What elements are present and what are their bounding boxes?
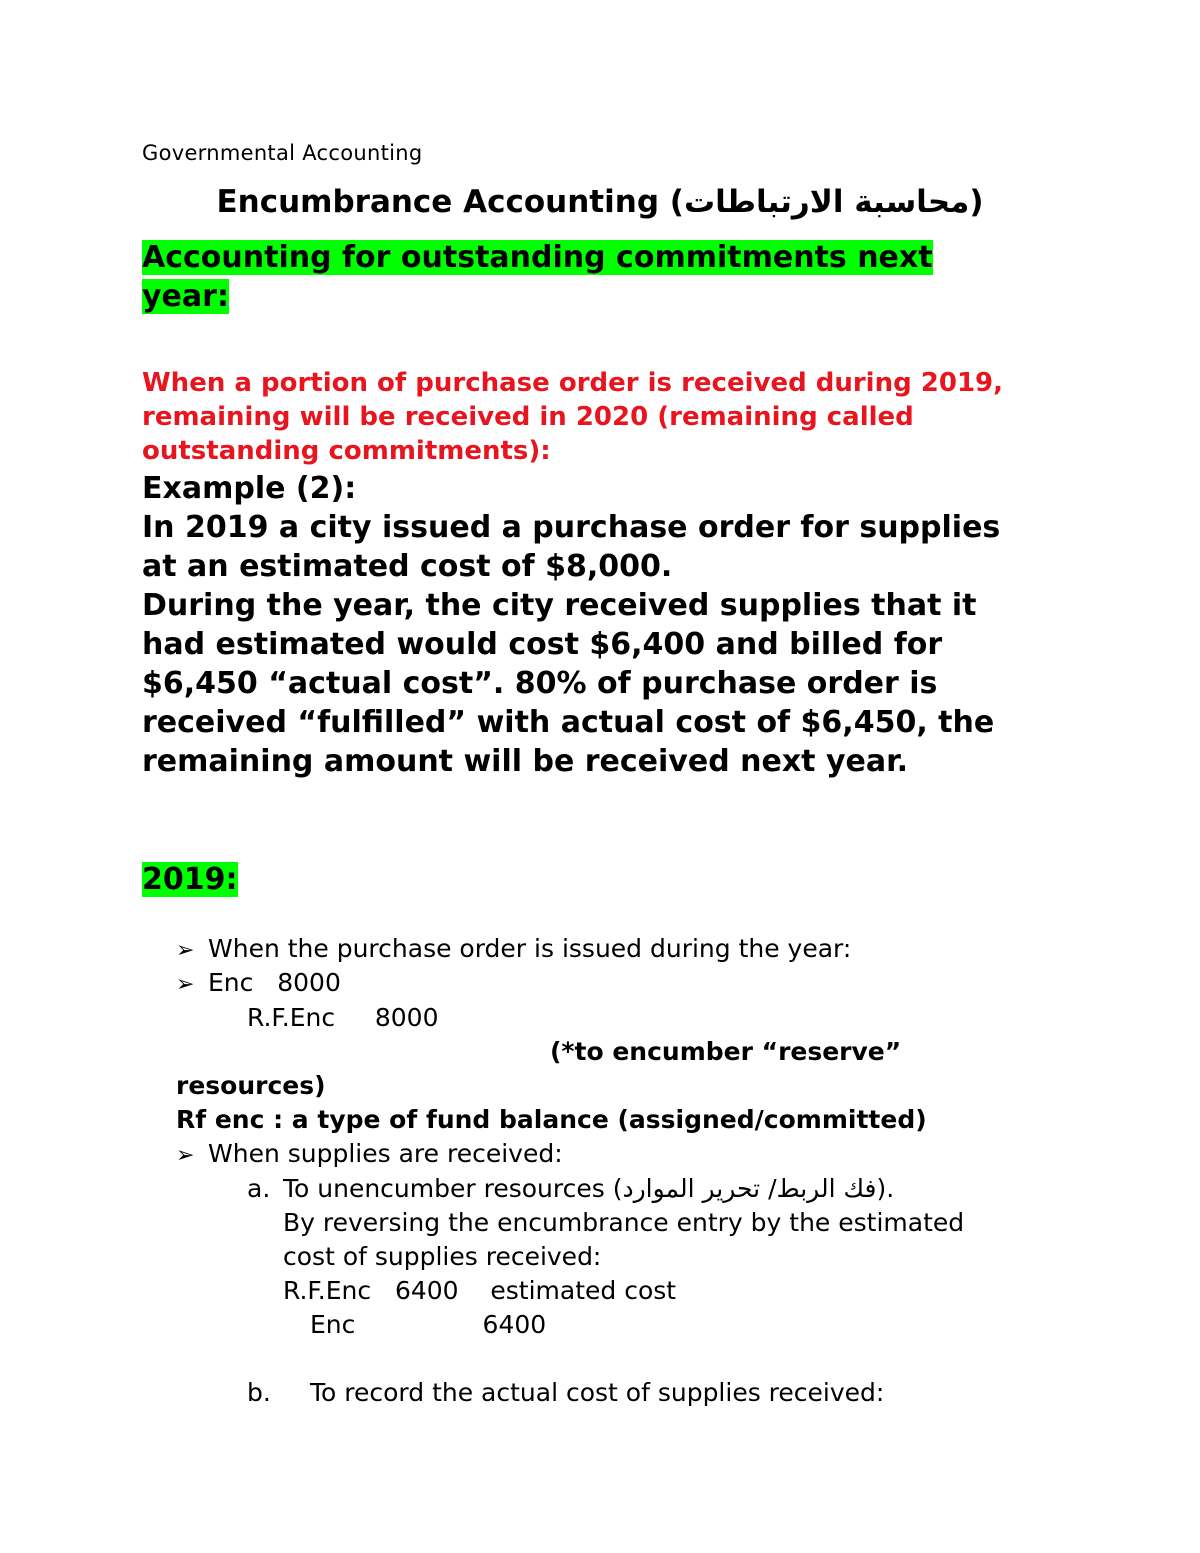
highlighted-text: Accounting for outstanding commitments next (142, 240, 933, 275)
intro-line1: When a portion of purchase order is received during 2019, (142, 368, 1004, 398)
list-item-b (247, 1376, 884, 1410)
entry-note: (*to encumber “reserve” (550, 1037, 902, 1066)
bullet-text: When supplies are received: (208, 1139, 563, 1168)
course-name: Governmental Accounting (142, 141, 423, 165)
section-heading-line1 (142, 238, 933, 277)
list-item-a-line3: cost of supplies received: (283, 1242, 602, 1271)
arrow-bullet-icon: ➢ (176, 1143, 195, 1168)
example-line: $6,450 “actual cost”. 80% of purchase order is (142, 666, 938, 701)
intro-line2: remaining will be received in 2020 (remaining called (142, 402, 914, 432)
list-text: To unencumber resources (فك الربط/ تحرير الموارد). (283, 1174, 895, 1203)
example-line: During the year, the city received supplies that it (142, 588, 977, 623)
bullet-item (176, 932, 851, 968)
example-label: Example (2): (142, 471, 357, 506)
year-heading (142, 860, 238, 899)
example-line: remaining amount will be received next year. (142, 744, 909, 779)
journal-debit-line: R.F.Enc 6400 estimated cost (283, 1276, 677, 1305)
list-marker: b. (247, 1378, 271, 1407)
journal-credit-line: Enc 6400 (310, 1310, 547, 1339)
list-item-a (247, 1172, 894, 1206)
highlighted-text: year: (142, 279, 229, 314)
example-line: had estimated would cost $6,400 and billed for (142, 627, 943, 662)
list-text: To record the actual cost of supplies received: (310, 1378, 885, 1407)
list-item-a-line2: By reversing the encumbrance entry by the estimated (283, 1208, 965, 1237)
arrow-bullet-icon: ➢ (176, 972, 195, 997)
example-line: at an estimated cost of $8,000. (142, 549, 673, 584)
intro-line3: outstanding commitments): (142, 436, 551, 466)
highlighted-text: 2019: (142, 862, 238, 897)
example-line: received “fulfilled” with actual cost of $6,450, the (142, 705, 995, 740)
bullet-item (176, 1137, 563, 1173)
rf-enc-definition: Rf enc : a type of fund balance (assigned/committed) (176, 1105, 927, 1134)
journal-credit-line: R.F.Enc 8000 (247, 1003, 439, 1032)
section-heading-line2 (142, 277, 229, 316)
list-marker: a. (247, 1174, 271, 1203)
bullet-text: Enc 8000 (208, 968, 341, 997)
example-line: In 2019 a city issued a purchase order for supplies (142, 510, 1001, 545)
page-title: Encumbrance Accounting (محاسبة الارتباطات) (216, 184, 984, 220)
bullet-item (176, 966, 341, 1002)
bullet-text: When the purchase order is issued during the year: (208, 934, 852, 963)
entry-note-continued: resources) (176, 1071, 326, 1100)
arrow-bullet-icon: ➢ (176, 938, 195, 963)
